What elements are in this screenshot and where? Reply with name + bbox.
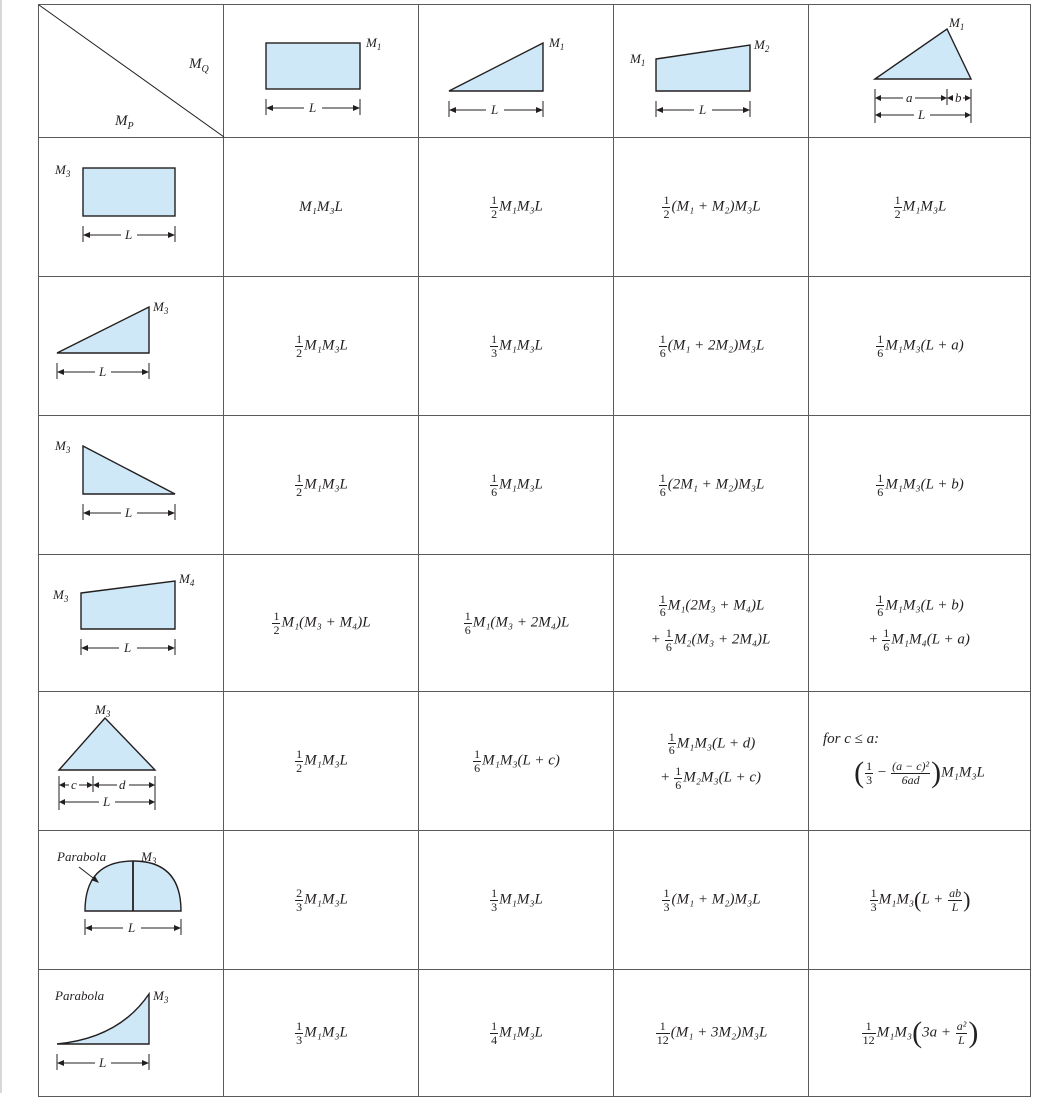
result-r4c3: $\frac{1}{6}$ M₁(2M₃ + M₄)L + $\frac{1}{6}$ M₂(M₃ + 2M₄)L — [614, 555, 809, 692]
mq-triangle-diagram — [419, 5, 614, 137]
result-r5c1: $\frac{1}{2}$ M₁M₃L — [224, 692, 419, 831]
label-m1: $M_1$ — [549, 35, 565, 52]
mq-trapezoid-header — [614, 5, 809, 138]
mp-rectangle-cell — [39, 138, 224, 277]
label-m3: $M_3$ — [95, 702, 111, 719]
mp-rectangle-diagram — [39, 138, 224, 276]
label-l: L — [309, 100, 317, 115]
result-r6c3: $\frac{1}{3}$ (M₁ + M₂)M₃L — [614, 831, 809, 970]
mq-label: $M_Q$ — [189, 56, 209, 75]
result-r1c2: $\frac{1}{2}$ M₁M₃L — [419, 138, 614, 277]
result-r5c2: $\frac{1}{6}$ M₁M₃(L + c) — [419, 692, 614, 831]
row-triangle-up — [39, 277, 1031, 416]
label-c: c — [71, 777, 77, 792]
mp-parabola-symmetric-diagram — [39, 831, 224, 969]
mp-trapezoid-cell — [39, 555, 224, 692]
result-r7c2: $\frac{1}{4}$ M₁M₃L — [419, 970, 614, 1097]
row-parabola-symmetric — [39, 831, 1031, 970]
result-r4c4: $\frac{1}{6}$ M₁M₃(L + b) + $\frac{1}{6}$ M₁M₄(L + a) — [809, 555, 1031, 692]
corner-header-cell — [39, 5, 224, 138]
label-m3: $M_3$ — [141, 849, 157, 866]
mp-parabola-symmetric-cell — [39, 831, 224, 970]
label-l: L — [125, 505, 133, 520]
label-l: L — [918, 107, 926, 122]
result-r5c3: $\frac{1}{6}$ M₁M₃(L + d) + $\frac{1}{6}$ M₂M₃(L + c) — [614, 692, 809, 831]
product-integral-table — [38, 4, 1031, 1097]
result-r3c1: $\frac{1}{2}$ M₁M₃L — [224, 416, 419, 555]
result-r7c3: $\frac{1}{12}$ (M₁ + 3M₂)M₃L — [614, 970, 809, 1097]
row-trapezoid — [39, 555, 1031, 692]
mq-rectangle-diagram — [224, 5, 419, 137]
mq-trapezoid-diagram — [614, 5, 809, 137]
mp-triangle-up-cell — [39, 277, 224, 416]
mp-triangle-up-diagram — [39, 277, 224, 415]
mp-label: $M_P$ — [115, 113, 134, 132]
result-r6c1: $\frac{2}{3}$ M₁M₃L — [224, 831, 419, 970]
result-r6c2: $\frac{1}{3}$ M₁M₃L — [419, 831, 614, 970]
left-edge-bar — [0, 0, 2, 1093]
row-rectangle — [39, 138, 1031, 277]
label-m3: $M_3$ — [55, 438, 71, 455]
label-l: L — [103, 794, 111, 809]
result-r1c3: $\frac{1}{2}$ (M₁ + M₂)M₃L — [614, 138, 809, 277]
label-m3: $M_3$ — [153, 988, 169, 1005]
mp-trapezoid-diagram — [39, 555, 224, 691]
label-parabola: Parabola — [55, 988, 105, 1003]
result-r3c4: $\frac{1}{6}$ M₁M₃(L + b) — [809, 416, 1031, 555]
result-r5c4: for c ≤ a: ( $\frac{1}{3}$ − $\frac{\text{(a − c)²}}{6ad}$ )M₁M₃L — [809, 692, 1031, 831]
label-m3: $M_3$ — [153, 299, 169, 316]
label-m4: $M_4$ — [179, 571, 195, 588]
label-l: L — [699, 102, 707, 117]
label-l: L — [99, 364, 107, 379]
label-a: a — [906, 90, 913, 105]
label-parabola: Parabola — [57, 849, 107, 864]
result-r2c1: $\frac{1}{2}$ M₁M₃L — [224, 277, 419, 416]
label-l: L — [124, 640, 132, 655]
label-d: d — [119, 777, 126, 792]
mq-general-triangle-header — [809, 5, 1031, 138]
label-m1: $M_1$ — [949, 15, 965, 32]
mp-triangle-down-cell — [39, 416, 224, 555]
mp-triangle-down-diagram — [39, 416, 224, 554]
corner-diagonal — [39, 5, 224, 137]
mp-parabola-ramp-cell — [39, 970, 224, 1097]
label-l: L — [125, 227, 133, 242]
label-l: L — [491, 102, 499, 117]
result-r2c4: $\frac{1}{6}$ M₁M₃(L + a) — [809, 277, 1031, 416]
result-r1c1: M₁M₃L — [224, 138, 419, 277]
label-b: b — [955, 90, 962, 105]
label-m1: $M_1$ — [366, 35, 382, 52]
result-r4c1: $\frac{1}{2}$ M₁(M₃ + M₄)L — [224, 555, 419, 692]
result-r6c4: $\frac{1}{3}$ M₁M₃(L + $\frac{ab}{L}$ ) — [809, 831, 1031, 970]
mq-triangle-header — [419, 5, 614, 138]
label-m3: $M_3$ — [53, 587, 69, 604]
header-row — [39, 5, 1031, 138]
mq-rectangle-header — [224, 5, 419, 138]
row-triangle-down — [39, 416, 1031, 555]
row-general-triangle — [39, 692, 1031, 831]
result-r7c1: $\frac{1}{3}$ M₁M₃L — [224, 970, 419, 1097]
label-m1: $M_1$ — [630, 51, 646, 68]
mp-parabola-ramp-diagram — [39, 970, 224, 1096]
mp-general-triangle-cell — [39, 692, 224, 831]
label-m3: $M_3$ — [55, 162, 71, 179]
label-l: L — [128, 920, 136, 935]
label-l: L — [99, 1055, 107, 1070]
result-r3c3: $\frac{1}{6}$ (2M₁ + M₂)M₃L — [614, 416, 809, 555]
condition-text: for c ≤ a: — [823, 731, 880, 747]
result-r2c2: $\frac{1}{3}$ M₁M₃L — [419, 277, 614, 416]
result-r1c4: $\frac{1}{2}$ M₁M₃L — [809, 138, 1031, 277]
result-r7c4: $\frac{1}{12}$ M₁M₃(3a + $\frac{\text{a²}}{L}$ ) — [809, 970, 1031, 1097]
result-r2c3: $\frac{1}{6}$ (M₁ + 2M₂)M₃L — [614, 277, 809, 416]
mp-general-triangle-diagram — [39, 692, 224, 830]
result-r4c2: $\frac{1}{6}$ M₁(M₃ + 2M₄)L — [419, 555, 614, 692]
result-r3c2: $\frac{1}{6}$ M₁M₃L — [419, 416, 614, 555]
label-m2: $M_2$ — [754, 37, 770, 54]
mq-general-triangle-diagram — [809, 5, 1031, 137]
row-parabola-ramp — [39, 970, 1031, 1097]
